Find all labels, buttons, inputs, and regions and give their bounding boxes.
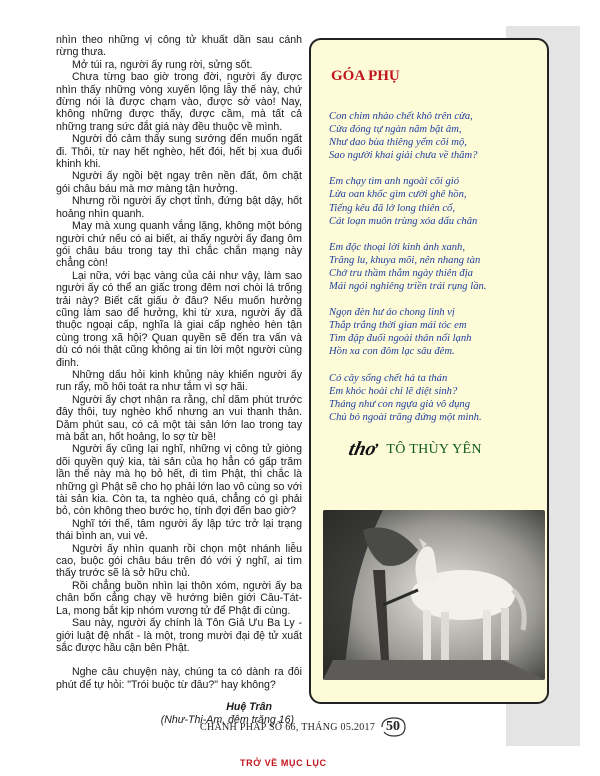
signature-prefix: thơ xyxy=(346,438,379,460)
article-paragraph: nhìn theo những vị công tử khuất dần sau cánh rừng thưa. xyxy=(56,34,302,59)
article-paragraph: Người ấy cũng lại nghĩ, những vị công tử giòng dõi quyền quý kia, tài sản của họ hẳn có gấp trăm lần thế này mà họ bỏ hết, đi tìm Phật, thì chắc là những gì Phật sẽ cho họ phải lớn lao vô cùng so với tài sản kia. Còn ta, ta nghèo quá, chẳng có gì phải bỏ, còn không theo bước họ, tính đợi đến bao giờ? xyxy=(56,443,302,518)
poem-title: GÓA PHỤ xyxy=(331,68,400,84)
poem-stanzas xyxy=(329,110,544,437)
poem-line: Con chim nhào chết khô trên cửa, xyxy=(329,111,473,122)
article-paragraph: Nghe câu chuyện này, chúng ta có dành ra đôi phút để tự hỏi: "Trói buộc từ đâu?" hay không? xyxy=(56,666,302,691)
article-paragraph: Nhưng rồi người ấy chợt tỉnh, đứng bật dậy, hốt hoảng nhìn quanh. xyxy=(56,195,302,220)
poem-box xyxy=(309,38,549,704)
poem-line: Trăng lu, khuya mõi, nên nhang tàn xyxy=(329,254,481,266)
page-number-text: 50 xyxy=(386,719,400,734)
poem-line: Em độc thoại lời kinh ảnh xanh, xyxy=(329,241,465,253)
poem-line: Em chạy tìm anh ngoài cõi gió xyxy=(329,176,460,188)
poem-stanza xyxy=(329,306,544,358)
poem-line: Tìm đập đuối ngoài thân nổi lạnh xyxy=(329,333,472,345)
poem-line: Cửa đóng tự ngàn năm bặt âm, xyxy=(329,124,462,136)
article-paragraph: Nghĩ tới thế, tâm người ấy lập tức trở lại trạng thái bình an, vui vẻ. xyxy=(56,517,302,543)
poem-line: Chớ tru thầm thẳm ngày thiên địa xyxy=(329,267,473,279)
article-author: Huệ Trân xyxy=(226,701,272,714)
article-paragraph: Lại nữa, với bạc vàng của cải như vậy, làm sao người ấy có thể an giấc trong đêm nơi chòi lá trống trải này? Biết cất giấu ở đâu? Nếu muốn hưởng cũng làm sao để hưởng, khi từ xưa, người ấy đã thuộc ngoại cấp, nghĩa là giai cấp nghèo hèn tận cùng trong xã hội? Quan quyền sẽ đến tra vấn và dù có nói thật cũng không ai tin lời một người cùng đinh. xyxy=(56,269,302,369)
back-to-toc-link[interactable]: TRỞ VỀ MỤC LỤC xyxy=(240,758,327,768)
poem-stanza xyxy=(329,175,544,227)
poem-line: Tiếng kêu đã lở long thiên cổ, xyxy=(329,202,455,214)
poem-line: Tháng như con ngựa già vô dụng xyxy=(329,398,471,410)
poem-line: Sao người khai giải chưa về thăm? xyxy=(329,150,478,162)
article-paragraph: Người ấy chợt nhận ra rằng, chỉ dăm phút trước đây thôi, tuy nghèo khổ nhưng an vui thanh thản. Dăm phút sau, có cả một tài sản lớn lao trong tay mà bất an, hốt hoảng, lo sợ từ bề! xyxy=(56,393,302,443)
article-paragraph: Sau này, người ấy chính là Tôn Giả Ưu Ba Ly - giới luật đệ nhất - là một, trong mười đại đệ tử xuất sắc được hầu cận bên Phật. xyxy=(56,617,302,654)
poem-stanza xyxy=(329,241,544,293)
article-paragraph: Chưa từng bao giờ trong đời, người ấy được nhìn thấy những vòng xuyến lộng lẫy thế này, chứ đừng nói là được chạm vào, được sở vào! Nay, không những được thấy, được cầm, mà tất cả những trang sức đắt giá này đều thuộc về mình. xyxy=(56,71,302,133)
poet-signature xyxy=(346,438,482,461)
poem-line: Mái ngói nghiêng triền trái rụng lần. xyxy=(329,281,487,293)
poem-line: Lửa oan khốc gìm cười ghê hồn, xyxy=(329,189,467,201)
poem-stanza xyxy=(329,110,544,162)
article-paragraph: Những dấu hỏi kinh khủng này khiến người ấy run rẩy, mồ hôi toát ra như tắm vì sợ hãi. xyxy=(56,368,302,394)
poem-stanza xyxy=(329,372,544,424)
page-number xyxy=(378,716,408,738)
article-paragraph: May mà xung quanh vắng lặng, không một bóng người chứ nếu có ai biết, ai thấy người ấy đang ôm gói châu báu trong tay thì chắc chắn mạng này chẳng còn! xyxy=(56,220,302,270)
horse-photo xyxy=(323,510,545,680)
poet-name: TÔ THÙY YÊN xyxy=(386,441,482,457)
article-source: (Như-Thị-Am, đêm trăng 16) xyxy=(160,713,294,726)
poem-line: Chủ bỏ ngoài trăng đứng một mình. xyxy=(329,411,482,423)
article-paragraph: Người ấy ngồi bệt ngay trên nền đất, ôm chặt gói châu báu mà mơ màng tận hưởng. xyxy=(56,170,302,195)
poem-line: Có cây sống chết hả ta thán xyxy=(329,372,448,384)
article-paragraph: Người ấy nhìn quanh rồi chọn một nhánh liễu cao, buộc gói châu báu trên đó với ý nghĩ, ai tìm thấy trước sẽ là sở hữu chủ. xyxy=(56,542,302,580)
article-paragraph: Người đó cảm thấy sung sướng đến muốn ngất đi. Thôi, từ nay hết nghèo, hết đói, hết bị xua đuổi khinh khi. xyxy=(56,133,302,171)
article-paragraph: Mở túi ra, người ấy rung rời, sửng sốt. xyxy=(72,58,253,71)
poem-line: Em khóc hoài chi lẽ diệt sinh? xyxy=(329,385,458,397)
poem-line: Cát loạn muôn trùng xóa dấu chân xyxy=(329,215,478,227)
issue-footer: CHÁNH PHÁP SỐ 66, THÁNG 05.2017 xyxy=(200,722,376,733)
article-paragraph: Rồi chẳng buồn nhìn lại thôn xóm, người ấy ba chân bốn cẳng chạy về hướng biên giới Câu-Tát-La, mong bắt kịp nhóm vương tử để Phật đi cùng. xyxy=(56,579,302,617)
poem-line: Ngọn đèn hư ảo chong linh vị xyxy=(329,307,455,319)
poem-line: Như dao bùa thiêng yểm cõi mộ, xyxy=(329,137,467,149)
poem-line: Hồn xa con đôm lạc sâu đêm. xyxy=(329,346,455,358)
article-column xyxy=(56,34,302,726)
poem-line: Thắp trắng thời gian mái tóc em xyxy=(329,320,467,332)
